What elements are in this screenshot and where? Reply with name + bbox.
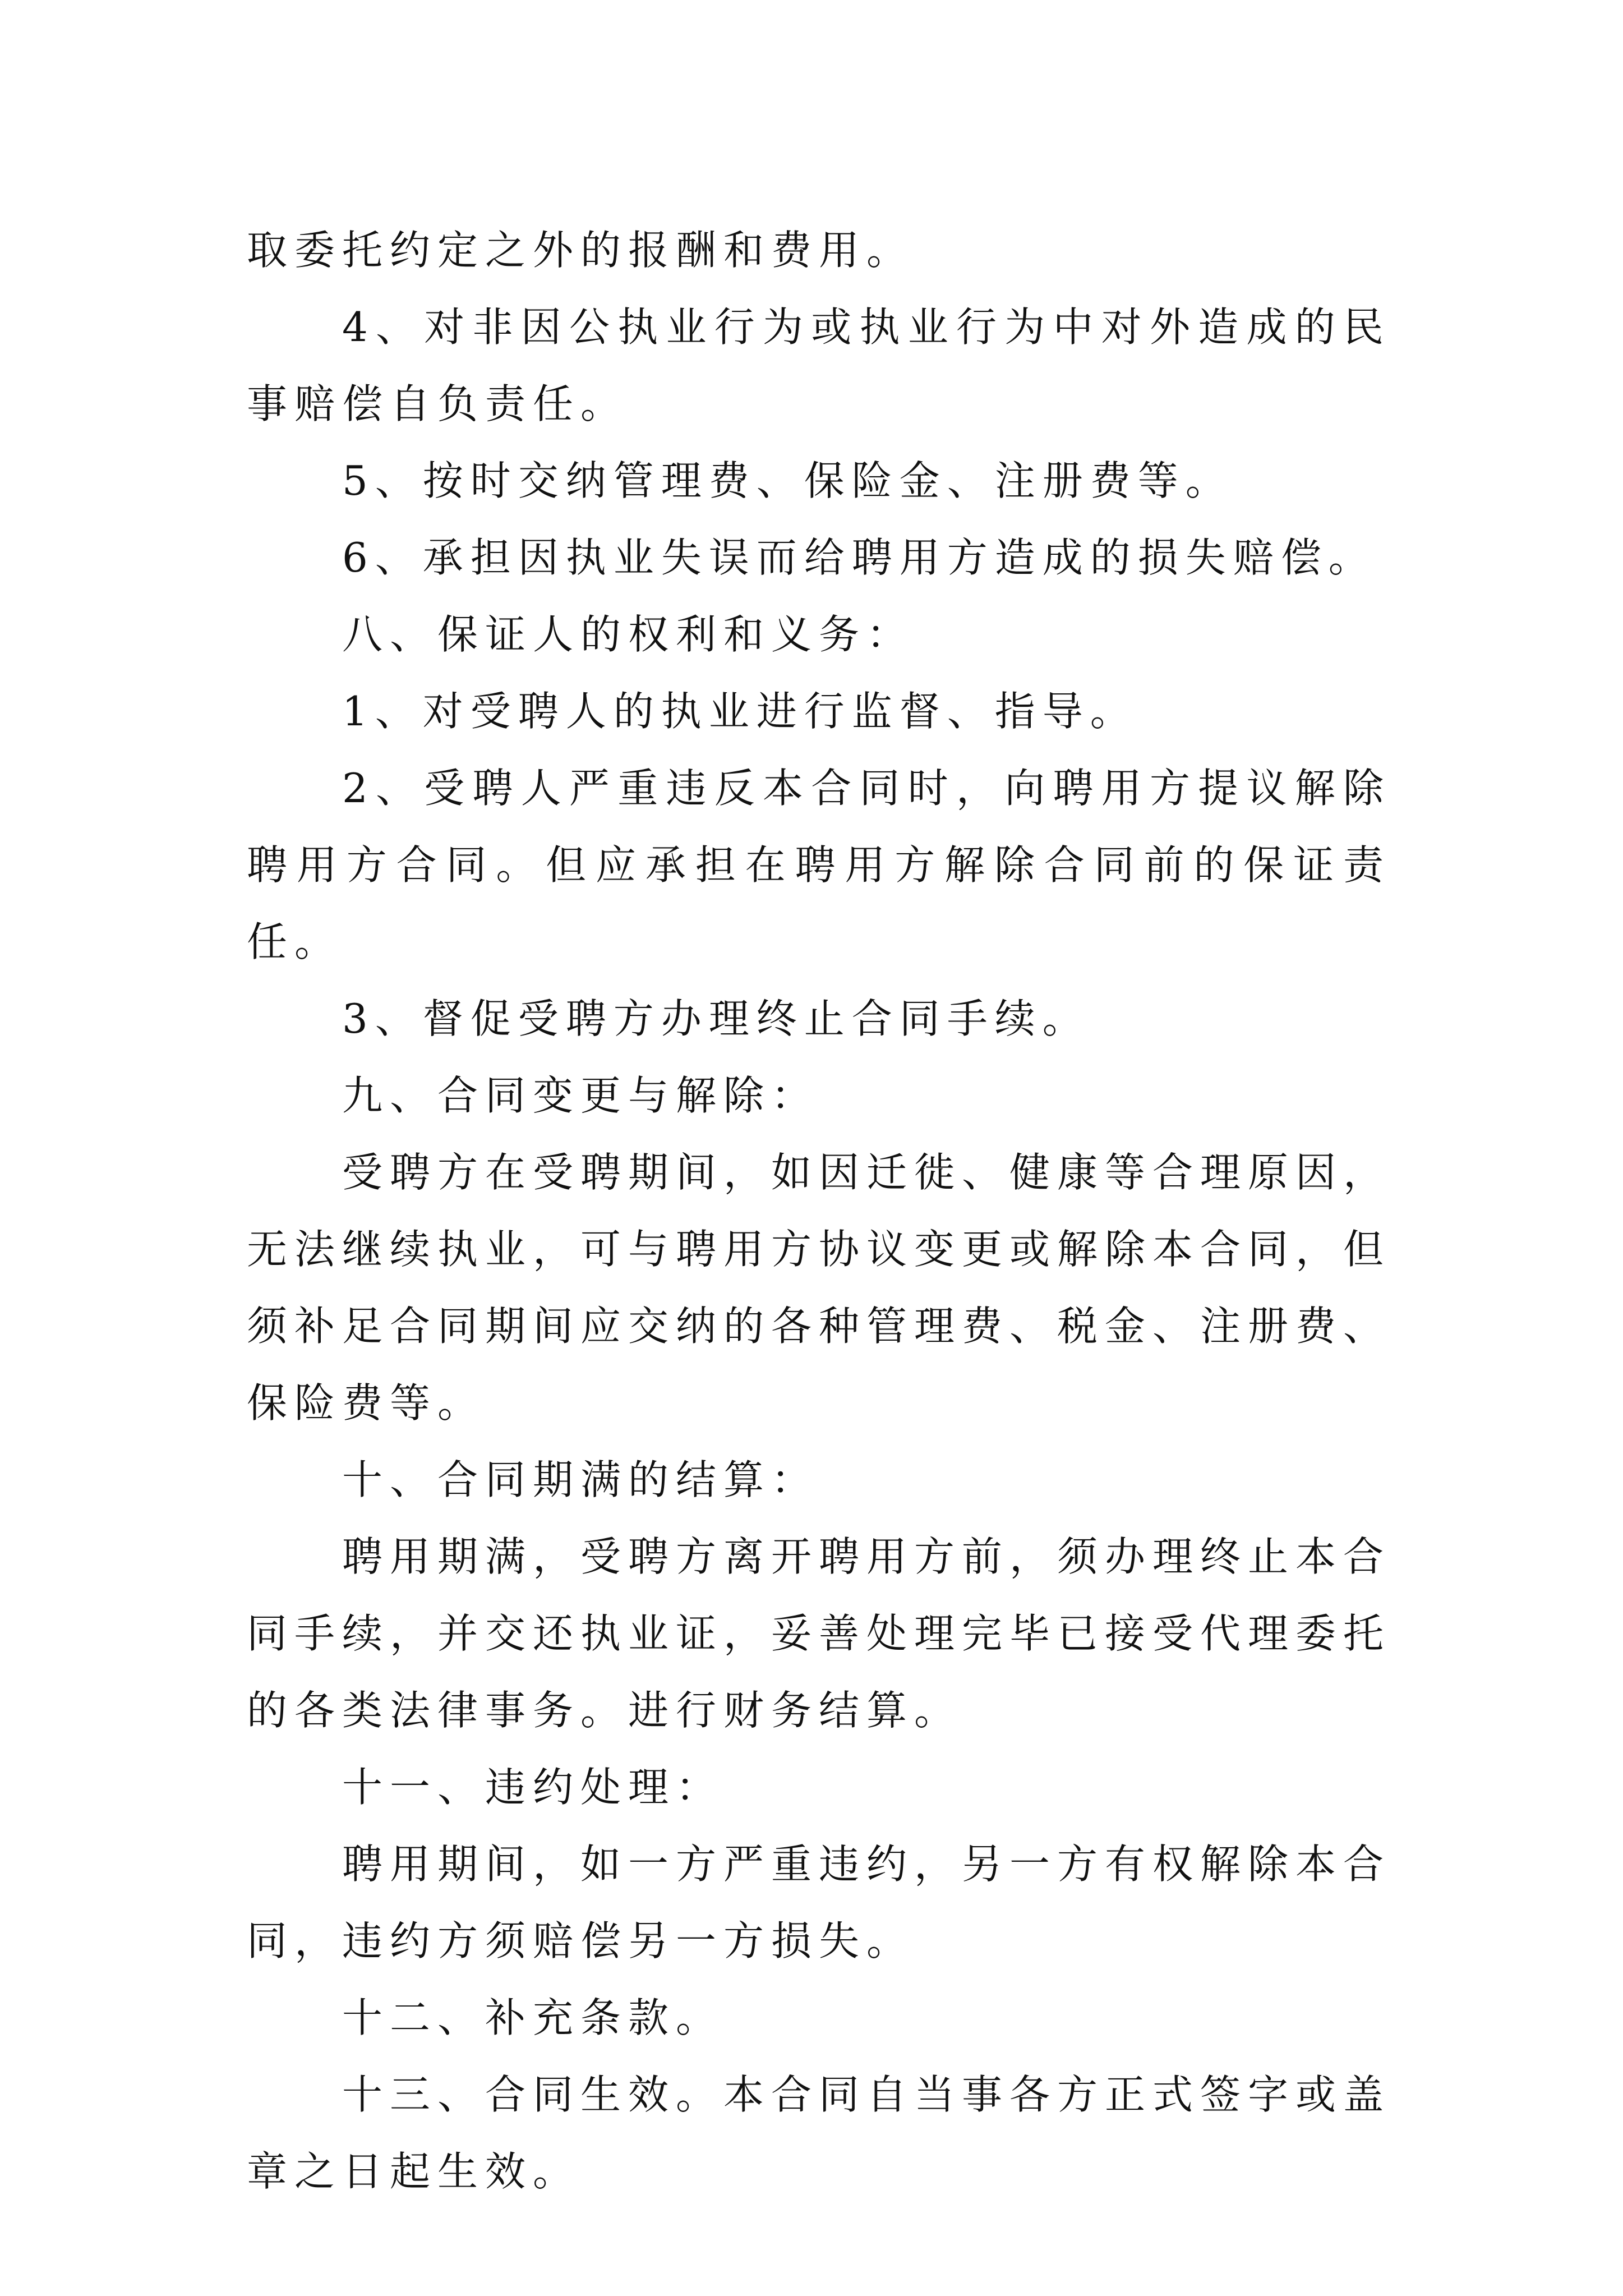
section-heading-11: 十一、违约处理： xyxy=(342,1764,724,1811)
paragraph-clause-6: 6、承担因执业失误而给聘用方造成的损失赔偿。 xyxy=(342,534,1376,581)
paragraph-guarantor-3: 3、督促受聘方办理终止合同手续。 xyxy=(342,995,1090,1042)
section-heading-12: 十二、补充条款。 xyxy=(342,1994,724,2041)
section-heading-13: 十三、合同生效。本合同自当事各方正式签字或盖章之日起生效。 xyxy=(247,2071,1391,2195)
paragraph-clause-5: 5、按时交纳管理费、保险金、注册费等。 xyxy=(342,457,1233,504)
section-heading-8: 八、保证人的权利和义务： xyxy=(342,611,915,658)
section-heading-9: 九、合同变更与解除： xyxy=(342,1072,819,1119)
paragraph-change-termination: 受聘方在受聘期间，如因迁徙、健康等合理原因，无法继续执业，可与聘用方协议变更或解除本合同，但须补足合同期间应交纳的各种管理费、税金、注册费、保险费等。 xyxy=(247,1149,1391,1427)
paragraph-clause-4: 4、对非因公执业行为或执业行为中对外造成的民事赔偿自负责任。 xyxy=(247,303,1391,427)
paragraph-guarantor-1: 1、对受聘人的执业进行监督、指导。 xyxy=(342,688,1138,735)
section-heading-10: 十、合同期满的结算： xyxy=(342,1456,819,1503)
paragraph-breach: 聘用期间，如一方严重违约，另一方有权解除本合同，违约方须赔偿另一方损失。 xyxy=(247,1841,1391,1964)
paragraph-guarantor-2: 2、受聘人严重违反本合同时，向聘用方提议解除聘用方合同。但应承担在聘用方解除合同前的保证责任。 xyxy=(247,765,1391,965)
document-body xyxy=(247,212,1391,2210)
paragraph-settlement: 聘用期满，受聘方离开聘用方前，须办理终止本合同手续，并交还执业证，妥善处理完毕已接受代理委托的各类法律事务。进行财务结算。 xyxy=(247,1533,1391,1734)
paragraph-continuation: 取委托约定之外的报酬和费用。 xyxy=(247,227,915,274)
